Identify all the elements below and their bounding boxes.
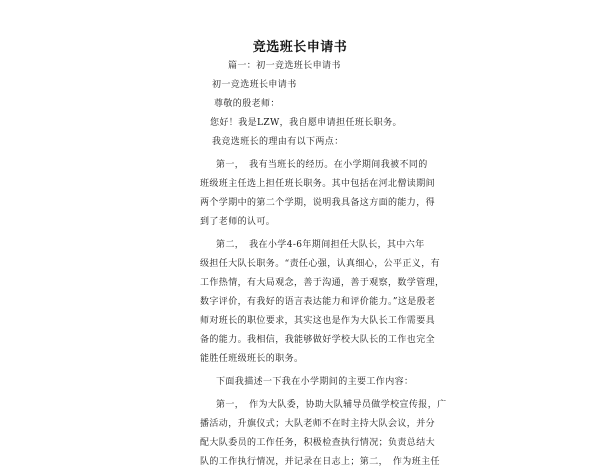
paragraph-line: 备的能力。我相信，我能够做好学校大队长的工作也完全 [200, 335, 436, 345]
paragraph-line: 初一竞选班长申请书 [212, 80, 297, 90]
paragraph-line: 能胜任班级班长的职务。 [200, 354, 304, 364]
paragraph-line: 播活动，升旗仪式；大队老师不在时主持大队会议，并分 [200, 419, 436, 429]
paragraph-line: 您好！我是LZW，我自愿申请担任班长职务。 [210, 118, 402, 128]
paragraph-line: 配大队委员的工作任务，积极检查执行情况；负责总结大 [200, 438, 436, 448]
paragraph-line: 下面我描述一下我在小学期间的主要工作内容： [216, 377, 414, 387]
paragraph-line: 师对班长的职位要求，其实这也是作为大队长工作需要具 [200, 316, 436, 326]
paragraph-line: 数字评价，有我好的语言表达能力和评价能力。”这是殷老 [200, 297, 436, 307]
paragraph-line: 班级班主任选上担任班长职务。其中包括在河北僧读期间 [200, 179, 436, 189]
paragraph-line: 第一， 作为大队委，协助大队辅导员做学校宣传报，广 [216, 400, 447, 410]
paragraph-line: 我竞选班长的理由有以下两点： [212, 137, 344, 147]
paragraph-line: 两个学期中的第二个学期，说明我具备这方面的能力，得 [200, 198, 436, 208]
paragraph-line: 到了老师的认可。 [200, 217, 276, 227]
paragraph-line: 队的工作执行情况，并记录在日志上；第二， 作为班主任 [200, 457, 440, 467]
document-title: 竞选班长申请书 [252, 40, 348, 55]
paragraph-line: 第一， 我有当班长的经历。在小学期间我被不同的 [216, 160, 428, 170]
document-body [200, 57, 447, 472]
paragraph-line: 尊敬的殷老师： [214, 99, 280, 109]
paragraph-line: 第二， 我在小学4-6年期间担任大队长，其中六年 [216, 240, 425, 250]
paragraph-line: 工作热情，有大局观念，善于沟通，善于观察，数学管理， [200, 278, 445, 288]
paragraph-line: 篇一：初一竞选班长申请书 [228, 61, 341, 71]
paragraph-line: 级担任大队长职务。“责任心强，认真细心，公平正义，有 [200, 259, 441, 269]
